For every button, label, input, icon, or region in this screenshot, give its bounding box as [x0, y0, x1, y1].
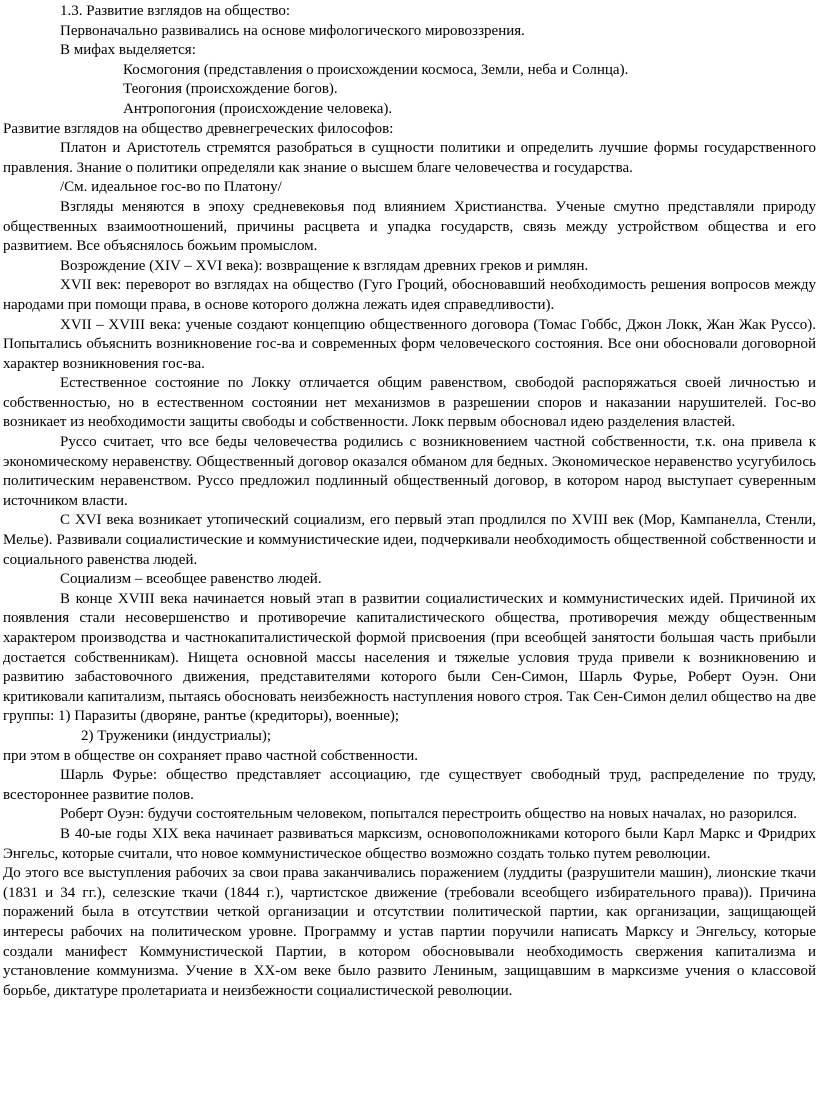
- paragraph-workers-movement: До этого все выступления рабочих за свои права заканчивались поражением (луддиты (разрушители машин), лионские ткачи (1831 и 34 гг.), селезские ткачи (1844 г.), чартистское движение (требовали всеобщего избирательного права)). Причина поражений была в отсутствии четкой организации и отсутствии политической партии, как организации, защищающей интересы рабочих на политическом уровне. Программу и устав партии поручили написать Марксу и Энгельсу, которые создали манифест Коммунистической Партии, в котором обосновывали необходимость свержения капитализма и установление коммунизма. Учение в XX-ом веке было развито Лениным, защищавшим в марксизме учения о классовой борьбе, диктатуре пролетариата и неизбежности социалистической революции.: [3, 865, 816, 999]
- paragraph-17th-century: XVII век: переворот во взглядах на общество (Гуго Гроций, обосновавший необходимость решения вопросов между народами при помощи права, в основе которого должна лежать идея справедливости).: [3, 277, 816, 313]
- paragraph-late-18th-century: В конце XVIII века начинается новый этап в развитии социалистических и коммунистических идей. Причиной их появления стали несовершенство и противоречие капиталистического общества, противоречия между общественным характером производства и частнокапиталистической формой присвоения (при всеобщей занятости большая часть прибыли достается собственникам). Нищета основной массы населения и тяжелые условия труда привели к возникновению и развитию забастовочного движения, представителями которого были Сен-Симон, Шарль Фурье, Роберт Оуэн. Они критиковали капитализм, пытаясь обосновать неизбежность наступления нового строя. Так Сен-Симон делил общество на две группы: 1) Паразиты (дворяне, рантье (кредиторы), военные);: [3, 590, 816, 725]
- paragraph-locke: Естественное состояние по Локку отличается общим равенством, свободой распоряжаться своей личностью и собственностью, но в естественном состоянии нет механизмов в разрешении споров и наказании нарушителей. Гос-во возникает из необходимости защиты свободы и собственности. Локк первым обосновал идею разделения властей.: [3, 375, 816, 431]
- myths-label: В мифах выделяется:: [60, 42, 196, 59]
- list-item-workers: 2) Труженики (индустриалы);: [81, 727, 272, 744]
- myth-item-theogony: Теогония (происхождение богов).: [123, 81, 338, 98]
- paragraph-socialism-definition: Социализм – всеобщее равенство людей.: [60, 571, 322, 588]
- paragraph-social-contract: XVII – XVIII века: ученые создают концепцию общественного договора (Томас Гоббс, Джон Локк, Жан Жак Руссо). Попытались объяснить возникновение гос-ва и современных форм человеческого состояния. Все они обосновали договорной характер возникновения гос-ва.: [3, 316, 816, 372]
- paragraph-private-property: при этом в обществе он сохраняет право частной собственности.: [3, 747, 419, 764]
- myth-item-cosmogony: Космогония (представления о происхождении космоса, Земли, неба и Солнца).: [123, 61, 629, 78]
- paragraph-rousseau: Руссо считает, что все беды человечества родились с возникновением частной собственности, т.к. она привела к экономическому неравенству. Общественный договор оказался обманом для бедных. Экономическое неравенство усугубилось политическим неравенством. Руссо предложил подлинный общественный договор, в котором народ выступает суверенным источником власти.: [3, 434, 816, 509]
- paragraph-middle-ages: Взгляды меняются в эпоху средневековья под влиянием Христианства. Ученые смутно представляли природу общественных взаимоотношений, причины расцвета и упадка государств, связь между устройством общества и его развитием. Все объяснялось божьим промыслом.: [3, 198, 816, 255]
- paragraph-marxism: В 40-ые годы XIX века начинает развиваться марксизм, основоположниками которого были Карл Маркс и Фридрих Энгельс, которые считали, что новое коммунистическое общество возможно создать только путем революции.: [3, 825, 816, 862]
- paragraph-owen: Роберт Оуэн: будучи состоятельным человеком, попытался перестроить общество на новых началах, но разорился.: [60, 806, 797, 823]
- paragraph-plato-aristotle: Платон и Аристотель стремятся разобраться в сущности политики и определить лучшие формы государственного правления. Знание о политики определяли как знание о высшем благе человечества и государства.: [3, 140, 816, 176]
- paragraph-utopian-socialism: С XVI века возникает утопический социализм, его первый этап продлился по XVIII век (Мор, Кампанелла, Стенли, Мелье). Развивали социалистические и коммунистические идеи, подчеркивали необходимость общественной собственности и социального равенства людей.: [3, 512, 816, 568]
- greek-heading: Развитие взглядов на общество древнегреческих философов:: [3, 120, 394, 137]
- paragraph-plato-ref: /См. идеальное гос-во по Платону/: [60, 179, 282, 196]
- myth-item-anthropogony: Антропогония (происхождение человека).: [123, 100, 393, 117]
- intro-line: Первоначально развивались на основе мифологического мировоззрения.: [60, 22, 525, 39]
- paragraph-fourier: Шарль Фурье: общество представляет ассоциацию, где существует свободный труд, распределение по труду, всестороннее развитие полов.: [3, 767, 816, 803]
- paragraph-renaissance: Возрождение (XIV – XVI века): возвращение к взглядам древних греков и римлян.: [60, 257, 589, 274]
- section-heading: 1.3. Развитие взглядов на общество:: [60, 3, 291, 19]
